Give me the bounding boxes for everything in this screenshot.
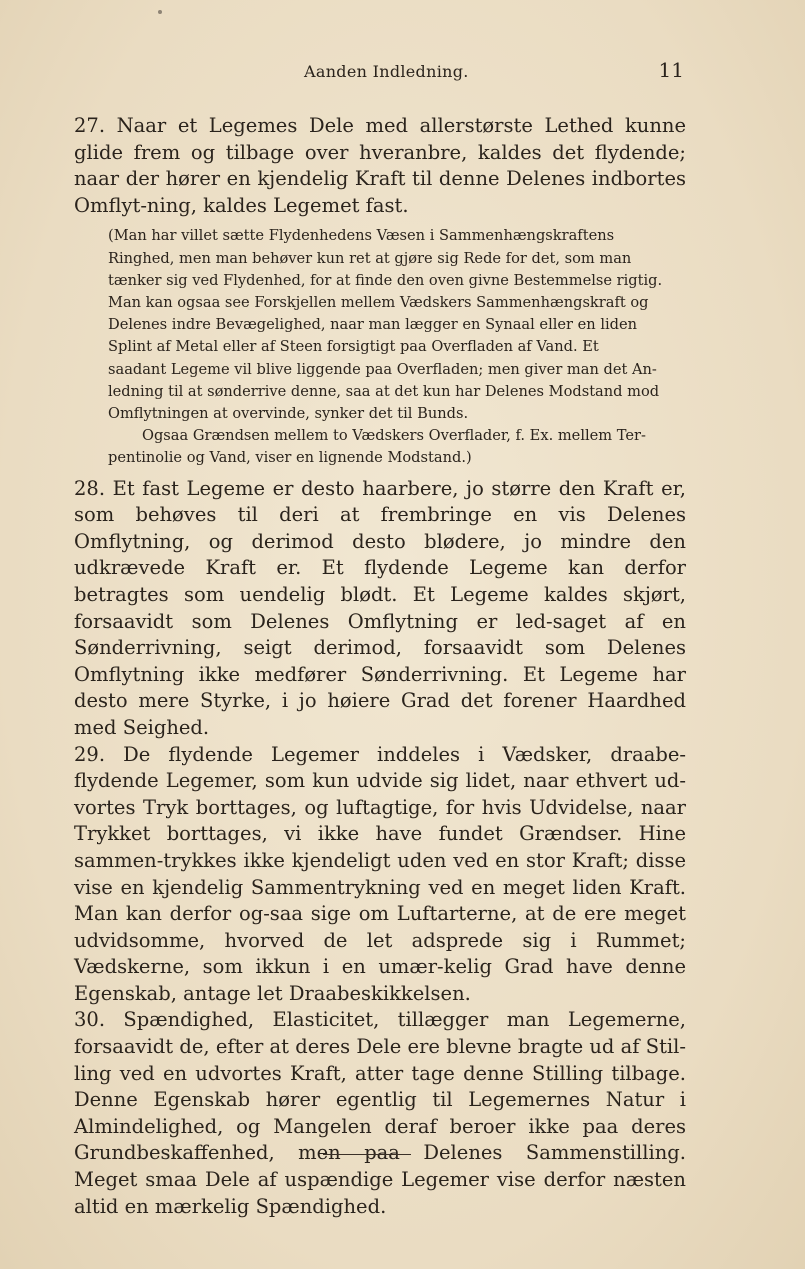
paragraph-30: 30. Spændighed, Elasticitet, tillægger man Legemerne, forsaavidt de, efter at deres Dele ere blevne bragte ud af Stil-ling ved en udvortes Kraft, atter tage denne Stilling tilbage. Denne Egenskab hører egentlig til Legemernes Natur i Almindelighed, og Mangelen deraf beroer ikke paa deres Grundbeskaffenhed, men paa Delenes Sammenstilling. Meget smaa Dele af uspændige Legemer vise derfor næsten altid en mærkelig Spændighed. bbox=[74, 1008, 686, 1218]
note-line: Ringhed, men man behøver kun ret at gjøre sig Rede for det, som man bbox=[108, 249, 632, 267]
paragraph-27: 27. Naar et Legemes Dele med allerstørste Lethed kunne glide frem og tilbage over hveranbre, kaldes det flydende; naar der hører en kjendelig Kraft til denne Delenes indbortes Omflyt-ning, kaldes Legemet fast. bbox=[74, 114, 686, 217]
page-number: 11 bbox=[658, 58, 684, 82]
note-line: tænker sig ved Flydenhed, for at finde den oven givne Bestemmelse rigtig. bbox=[108, 271, 663, 289]
footnote-block bbox=[108, 225, 686, 469]
note-line: Delenes indre Bevægelighed, naar man lægger en Synaal eller en liden bbox=[108, 316, 638, 334]
note-line: Ogsaa Grændsen mellem to Vædskers Overflader, f. Ex. mellem Ter- bbox=[142, 427, 646, 445]
running-head: Aanden Indledning. bbox=[304, 62, 469, 81]
end-rule bbox=[323, 1154, 411, 1155]
speck bbox=[158, 10, 162, 14]
note-line: Man kan ogsaa see Forskjellen mellem Vædskers Sammenhængskraft og bbox=[108, 293, 649, 311]
page-header bbox=[74, 58, 684, 88]
note-line: (Man har villet sætte Flydenhedens Væsen i Sammenhængskraftens bbox=[108, 227, 615, 245]
note-line: Splint af Metal eller af Steen forsigtigt paa Overfladen af Vand. Et bbox=[108, 338, 599, 356]
paragraph-28: 28. Et fast Legeme er desto haarbere, jo større den Kraft er, som behøves til deri at frembringe en vis Delenes Omflytning, og derimod desto blødere, jo mindre den udkrævede Kraft er. Et flydende Legeme kan derfor betragtes som uendelig blødt. Et Legeme kaldes skjørt, forsaavidt som Delenes Omflytning er led-saget af en Sønderrivning, seigt derimod, forsaavidt som Delenes Omflytning ikke medfører Sønderrivning. Et Legeme har desto mere Styrke, i jo høiere Grad det forener Haardhed med Seighed. bbox=[74, 476, 686, 739]
note-line: saadant Legeme vil blive liggende paa Overfladen; men giver man det An- bbox=[108, 360, 657, 378]
note-line: Omflytningen at overvinde, synker det til Bunds. bbox=[108, 405, 469, 422]
note-line: pentinolie og Vand, viser en lignende Modstand.) bbox=[108, 449, 472, 467]
note-line: ledning til at sønderrive denne, saa at det kun har Delenes Modstand mod bbox=[108, 382, 660, 400]
paragraph-29: 29. De flydende Legemer inddeles i Vædsker, draabe-flydende Legemer, som kun udvide sig lidet, naar ethvert ud-vortes Tryk borttages, og luftagtige, for hvis Udvidelse, naar Trykket borttages, vi ikke have fundet Grændser. Hine sammen-trykkes ikke kjendeligt uden ved en stor Kraft; disse vise en kjendelig Sammentrykning ved en meget liden Kraft. Man kan derfor og-saa sige om Luftarterne, at de ere meget udvidsomme, hvorved de let adsprede sig i Rummet; Vædskerne, som ikkun i en umær-kelig Grad have denne Egenskab, antage let Draabeskikkelsen. bbox=[74, 742, 686, 1005]
page-body bbox=[74, 113, 686, 1220]
